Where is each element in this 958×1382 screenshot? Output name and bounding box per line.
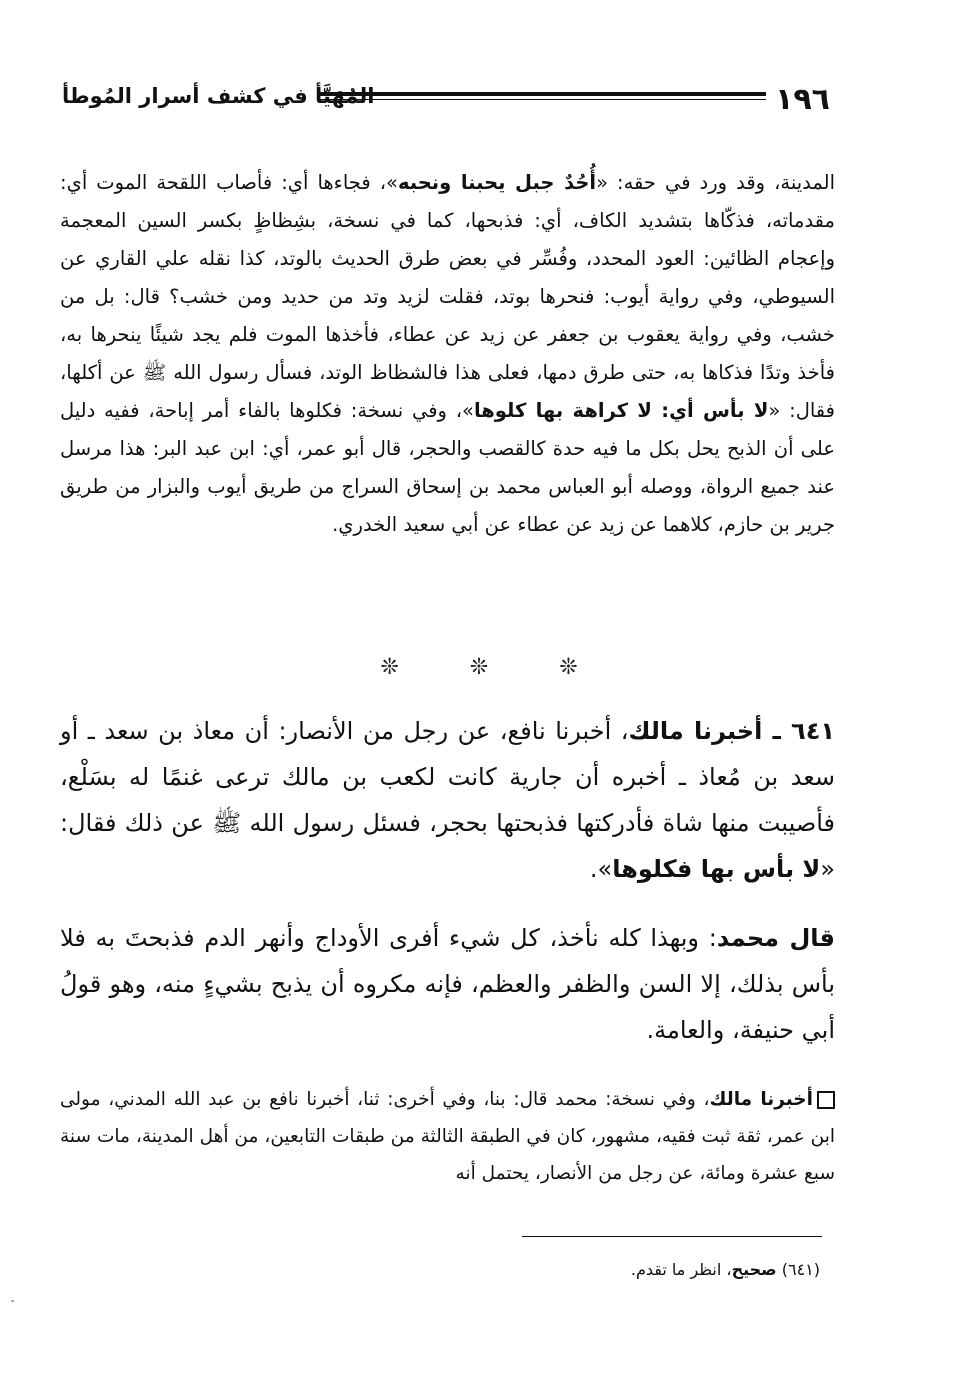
hadith-body: ». xyxy=(589,855,613,883)
scholar-body: : وبهذا كله نأخذ، كل شيء أفرى الأوداج وأنهر الدم فذبحتَ به فلا بأس بذلك، إلا السن والظفر والعظم، فإنه مكروه أن يذبح بشيءٍ منه، وهو قولُ أبي حنيفة، والعامة. xyxy=(60,924,835,1044)
hadith-block xyxy=(60,708,835,892)
hadith-text xyxy=(60,708,835,892)
separator-star: ❊ xyxy=(469,655,489,680)
header-rule-thin xyxy=(317,99,766,100)
hadith-body: ، أخبرنا نافع، عن رجل من الأنصار: أن معاذ بن سعد ـ أو سعد بن مُعاذ ـ أخبره أن جارية كانت لكعب بن مالك ترعى غنمًا له بسَلْع، فأصيبت منها شاة فأدركتها فذبحتها بحجر، فسئل رسول الله ﷺ عن ذلك فقال: « xyxy=(60,717,835,883)
commentary-text: »، وفي نسخة: فكلوها بالفاء أمر إباحة، ففيه دليل على أن الذبح يحل بكل ما فيه حدة كالقصب والحجر، قال أبو عمر، أي: ابن عبد البر: هذا مرسل عند جميع الرواة، ووصله أبو العباس محمد بن إسحاق السراج من طريق أيوب والبزار من طريق جرير بن حازم، كلاهما عن زيد عن عطاء عن أبي سعيد الخدري. xyxy=(60,399,835,536)
commentary-block xyxy=(60,164,835,544)
corner-mark: ˇ xyxy=(10,1300,15,1311)
header-rule xyxy=(317,90,766,104)
footnote-number: (٦٤١) xyxy=(781,1260,820,1279)
notes-label: أخبرنا مالك xyxy=(709,1089,813,1110)
quoted-hadith: أُحُدٌ جبل يحبنا ونحبه xyxy=(397,171,597,194)
footnote xyxy=(320,1260,820,1279)
header-rule-thick xyxy=(317,92,766,96)
separator-star: ❊ xyxy=(559,655,578,680)
scholar-text xyxy=(60,915,835,1053)
footnote-rule xyxy=(522,1236,822,1237)
prophetic-saying: لا بأس بها فكلوها xyxy=(612,855,821,883)
scholar-label: قال محمد xyxy=(716,924,835,952)
quoted-hadith: لا بأس أي: لا كراهة بها كلوها xyxy=(473,399,769,422)
footnote-label: صحيح xyxy=(731,1260,777,1279)
notes-body: ، وفي نسخة: محمد قال: بنا، وفي أخرى: ثنا، أخبرنا نافع بن عبد الله المدني، مولى ابن عمر، ثقة ثبت فقيه، مشهور، كان في الطبقة الثالثة من طبقات التابعين، من أهل المدينة، مات سنة سبع عشرة ومائة، عن رجل من الأنصار، يحتمل أنه xyxy=(60,1089,835,1184)
page-header xyxy=(62,78,830,118)
notes-block xyxy=(60,1081,835,1192)
square-box-icon xyxy=(817,1091,835,1109)
section-separator xyxy=(0,655,958,685)
hadith-number: ٦٤١ ـ أخبرنا مالك xyxy=(628,717,835,745)
running-title: المُهَيَّأ في كشف أسرار المُوطأ xyxy=(62,84,375,108)
commentary-paragraph xyxy=(60,164,835,544)
commentary-text: المدينة، وقد ورد في حقه: « xyxy=(596,171,835,194)
page-number: ١٩٦ xyxy=(775,82,830,117)
scholar-statement xyxy=(60,915,835,1053)
footnote-text: ، انظر ما تقدم. xyxy=(630,1260,732,1279)
commentary-text: »، فجاءها أي: فأصاب اللقحة الموت أي: مقدماته، فذكّاها بتشديد الكاف، أي: فذبحها، كما في نسخة، بشِظاظٍ بكسر السين المعجمة وإعجام الظائين: العود المحدد، وفُسِّر في بعض طرق الحديث بالوتد، كذا نقله علي القاري عن السيوطي، وفي رواية أيوب: فنحرها بوتد، فقلت لزيد وتد من حديد ومن خشب؟ قال: بل من خشب، وفي رواية يعقوب بن جعفر عن زيد عن عطاء، فأخذها الموت فلم يجد شيئًا ينحرها به، فأخذ وتدًا فذكاها به، حتى طرق دمها، فعلى هذا فالشظاظ الوتد، فسأل رسول الله ﷺ عن أكلها، فقال: « xyxy=(60,171,835,422)
notes-text xyxy=(60,1081,835,1192)
separator-star: ❊ xyxy=(380,655,399,680)
